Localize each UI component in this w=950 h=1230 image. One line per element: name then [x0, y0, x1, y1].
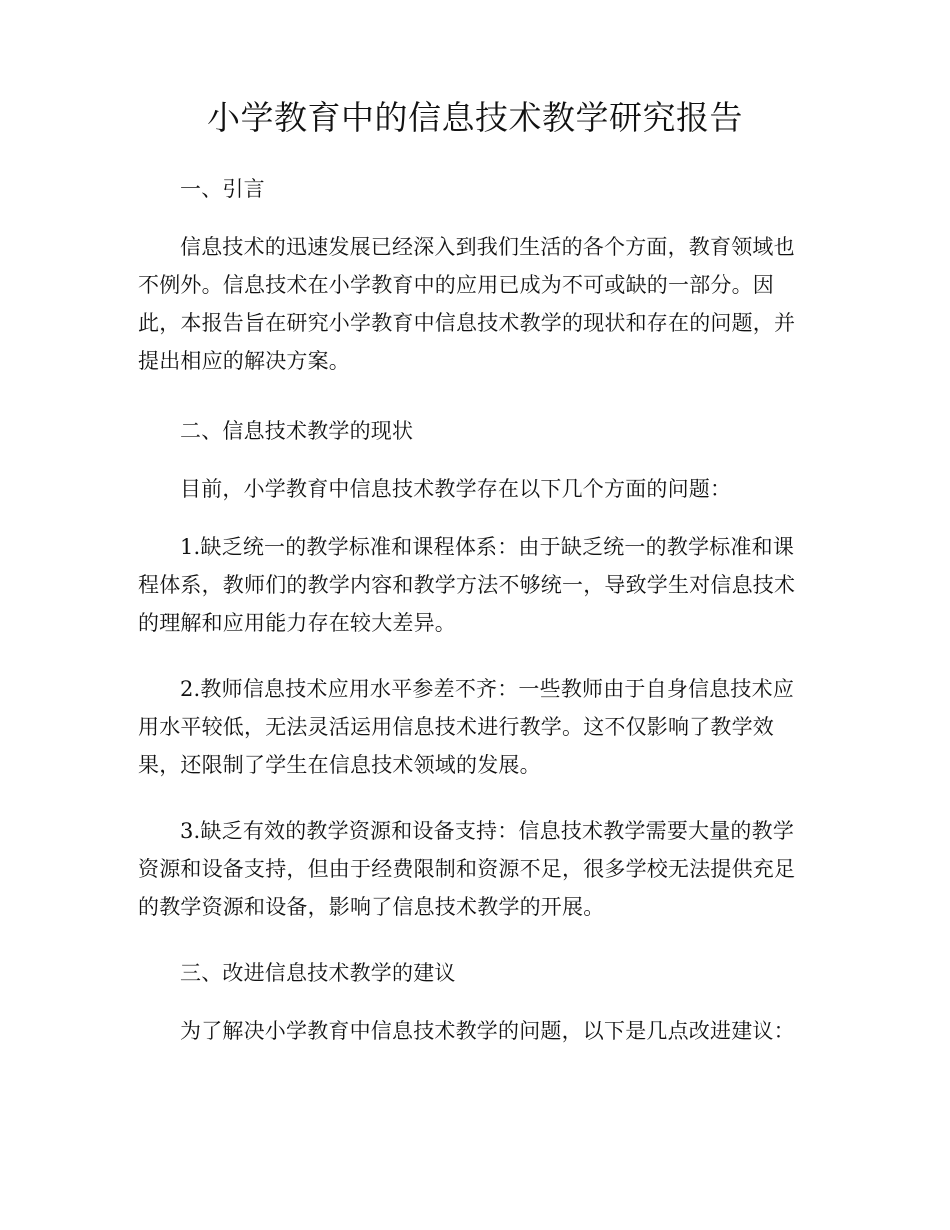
- section-heading-current-status: 二、信息技术教学的现状: [180, 419, 414, 443]
- section-heading-introduction: 一、引言: [180, 177, 265, 201]
- current-status-intro: 目前，小学教育中信息技术教学存在以下几个方面的问题：: [180, 477, 732, 501]
- problem-item-2: 2.教师信息技术应用水平参差不齐：一些教师由于自身信息技术应用水平较低，无法灵活运用信息技术进行教学。这不仅影响了教学效果，还限制了学生在信息技术领域的发展。: [138, 677, 795, 777]
- introduction-paragraph: 信息技术的迅速发展已经深入到我们生活的各个方面，教育领域也不例外。信息技术在小学教育中的应用已成为不可或缺的一部分。因此，本报告旨在研究小学教育中信息技术教学的现状和存在的问题，并提出相应的解决方案。: [138, 235, 796, 373]
- problem-item-1: 1.缺乏统一的教学标准和课程体系：由于缺乏统一的教学标准和课程体系，教师们的教学内容和教学方法不够统一，导致学生对信息技术的理解和应用能力存在较大差异。: [138, 535, 796, 635]
- suggestions-intro: 为了解决小学教育中信息技术教学的问题，以下是几点改进建议：: [180, 1019, 795, 1043]
- document-title: 小学教育中的信息技术教学研究报告: [207, 98, 743, 137]
- problem-item-3: 3.缺乏有效的教学资源和设备支持：信息技术教学需要大量的教学资源和设备支持，但由于经费限制和资源不足，很多学校无法提供充足的教学资源和设备，影响了信息技术教学的开展。: [138, 819, 796, 919]
- section-heading-suggestions: 三、改进信息技术教学的建议: [180, 961, 456, 985]
